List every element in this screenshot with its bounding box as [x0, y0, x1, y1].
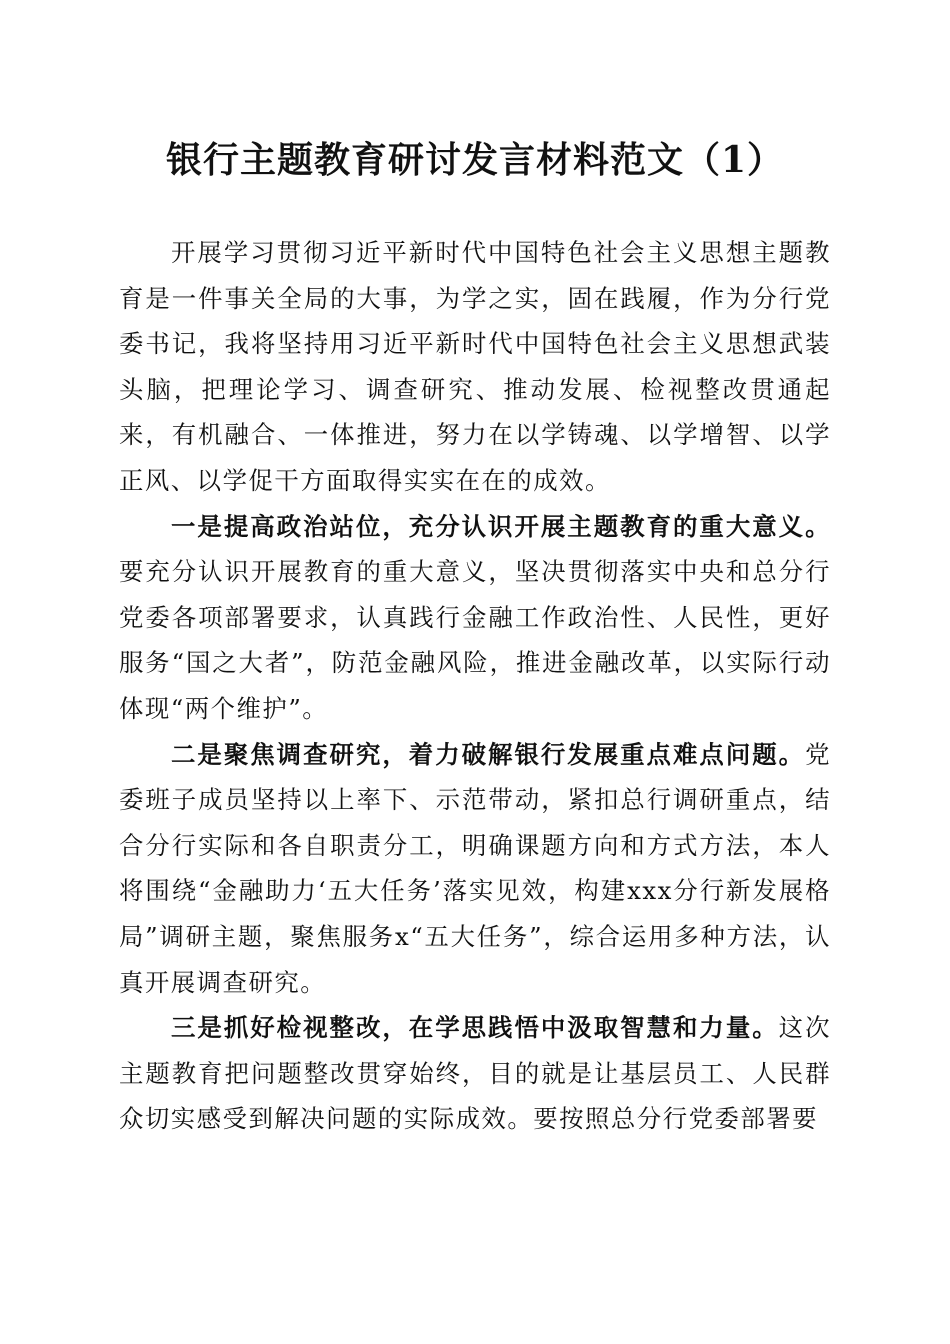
paragraph-lead: 二是聚焦调查研究，着力破解银行发展重点难点问题。 [171, 739, 806, 769]
paragraph-point-2 [119, 732, 831, 1006]
paragraph-lead: 三是抓好检视整改，在学思践悟中汲取智慧和力量。 [171, 1013, 779, 1043]
paragraph-lead: 一是提高政治站位，充分认识开展主题教育的重大意义。 [171, 511, 831, 541]
paragraph-intro [119, 230, 831, 504]
paragraph-text: 这次主题教育把问题整改贯穿始终，目的就是让基层员工、人民群众切实感受到解决问题的实际成效。要按照总分行党委部署要 [119, 1013, 831, 1134]
paragraph-point-3 [119, 1005, 831, 1142]
document-body [119, 230, 831, 1142]
paragraph-text: 党委班子成员坚持以上率下、示范带动，紧扣总行调研重点，结合分行实际和各自职责分工，明确课题方向和方式方法，本人将围绕“金融助力‘五大任务’落实见效，构建xxx分行新发展格局”调研主题，聚焦服务x“五大任务”，综合运用多种方法，认真开展调查研究。 [119, 739, 831, 997]
paragraph-text: 开展学习贯彻习近平新时代中国特色社会主义思想主题教育是一件事关全局的大事，为学之实，固在践履，作为分行党委书记，我将坚持用习近平新时代中国特色社会主义思想武装头脑，把理论学习、调查研究、推动发展、检视整改贯通起来，有机融合、一体推进，努力在以学铸魂、以学增智、以学正风、以学促干方面取得实实在在的成效。 [119, 238, 831, 495]
document-title: 银行主题教育研讨发言材料范文（1） [165, 139, 785, 181]
paragraph-text: 要充分认识开展教育的重大意义，坚决贯彻落实中央和总分行党委各项部署要求，认真践行金融工作政治性、人民性，更好服务“国之大者”，防范金融风险，推进金融改革，以实际行动体现“两个维护”。 [119, 557, 831, 723]
paragraph-point-1 [119, 504, 831, 732]
